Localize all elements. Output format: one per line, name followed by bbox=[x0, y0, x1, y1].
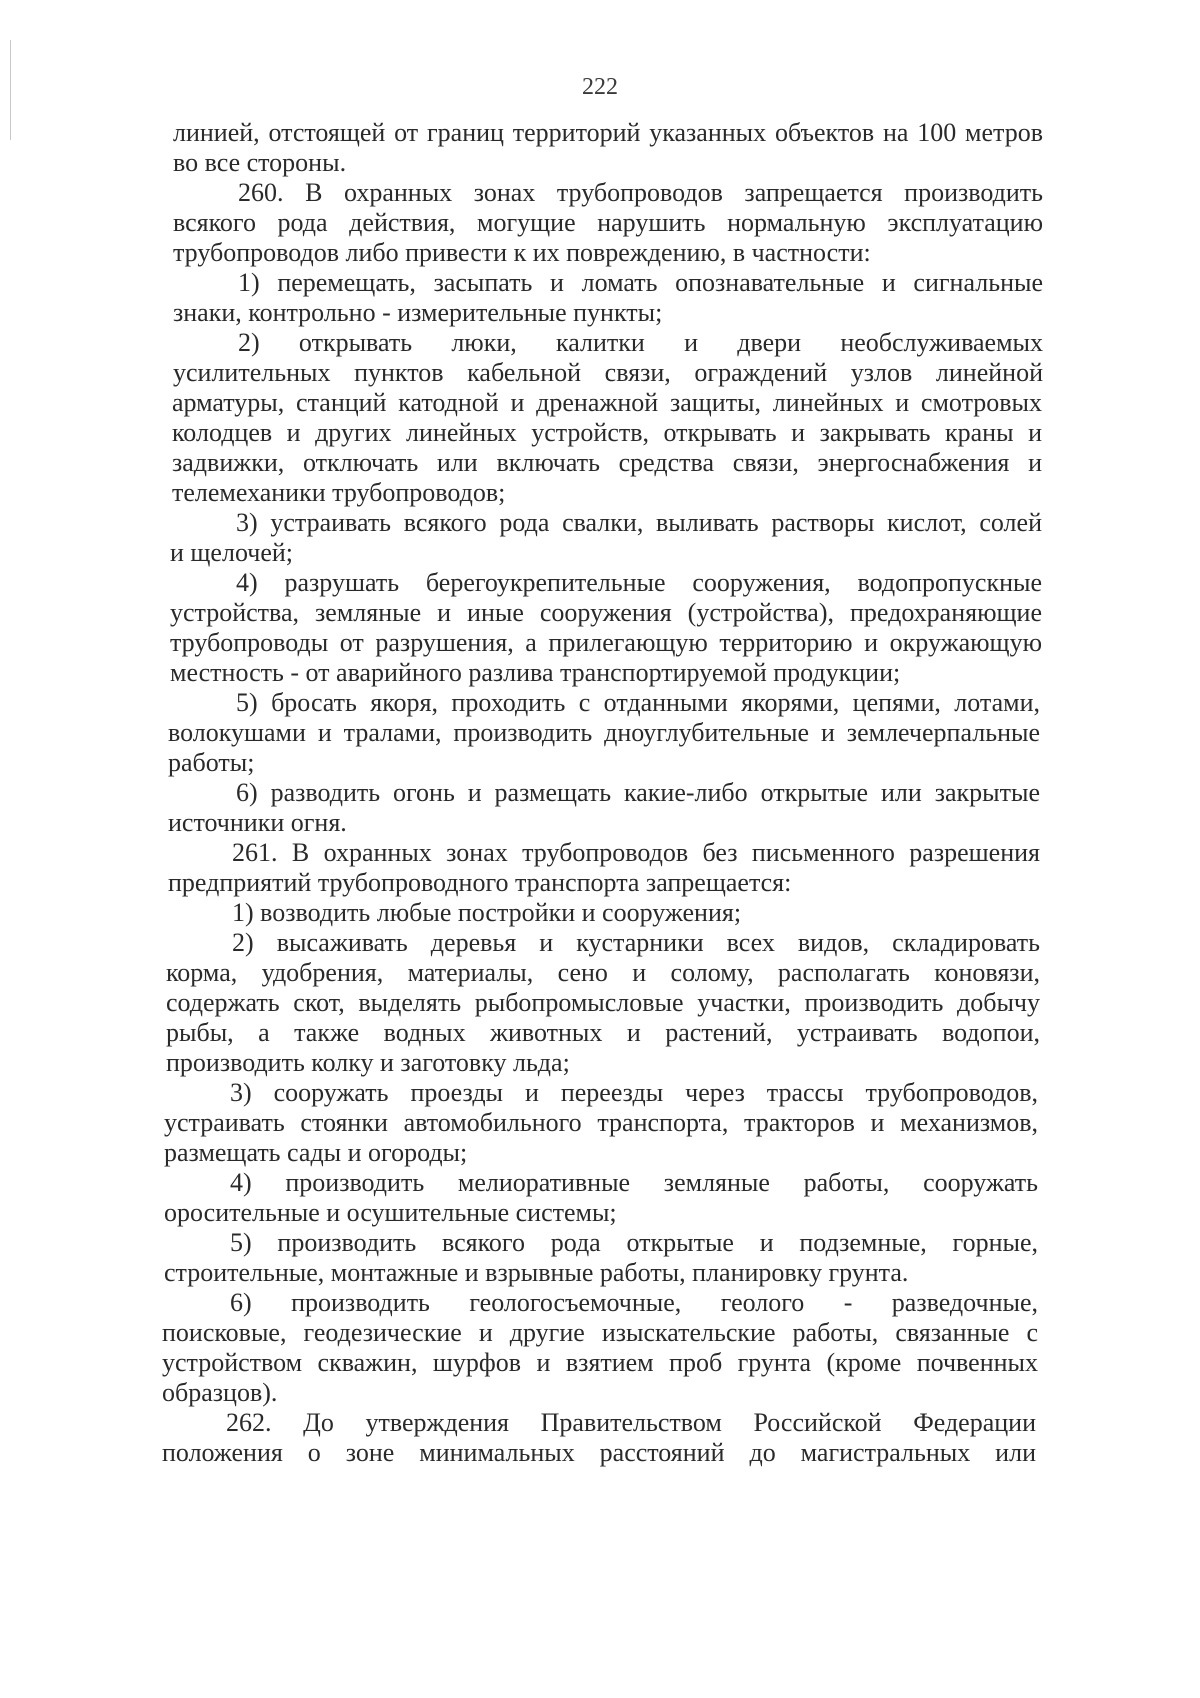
text-line: поисковые, геодезические и другие изыскательские работы, связанные с bbox=[162, 1318, 1038, 1347]
text-line: местность - от аварийного разлива транспортируемой продукции; bbox=[170, 658, 901, 687]
text-line: образцов). bbox=[162, 1378, 278, 1407]
text-line: 4) разрушать берегоукрепительные сооружения, водопропускные bbox=[236, 568, 1042, 597]
text-line: 6) разводить огонь и размещать какие-либо открытые или закрытые bbox=[236, 778, 1040, 807]
text-line: предприятий трубопроводного транспорта запрещается: bbox=[168, 868, 792, 897]
text-line: задвижки, отключать или включать средства связи, энергоснабжения и bbox=[172, 448, 1042, 477]
text-line: колодцев и других линейных устройств, открывать и закрывать краны и bbox=[172, 418, 1042, 447]
text-line: и щелочей; bbox=[170, 538, 294, 567]
text-line: всякого рода действия, могущие нарушить нормальную эксплуатацию bbox=[173, 208, 1043, 237]
text-line: 260. В охранных зонах трубопроводов запрещается производить bbox=[238, 178, 1043, 207]
text-line: работы; bbox=[168, 748, 255, 777]
text-line: трубопроводы от разрушения, а прилегающую территорию и окружающую bbox=[170, 628, 1042, 657]
text-line: устраивать стоянки автомобильного транспорта, тракторов и механизмов, bbox=[164, 1108, 1038, 1137]
text-line: устройства, земляные и иные сооружения (устройства), предохраняющие bbox=[170, 598, 1042, 627]
text-line: 5) производить всякого рода открытые и подземные, горные, bbox=[230, 1228, 1038, 1257]
text-line: 6) производить геологосъемочные, геолого - разведочные, bbox=[230, 1288, 1038, 1317]
text-line: 3) устраивать всякого рода свалки, выливать растворы кислот, солей bbox=[236, 508, 1042, 537]
text-line: 261. В охранных зонах трубопроводов без письменного разрешения bbox=[232, 838, 1040, 867]
page-number: 222 bbox=[582, 74, 618, 100]
text-line: 4) производить мелиоративные земляные работы, сооружать bbox=[230, 1168, 1038, 1197]
text-line: 1) возводить любые постройки и сооружения; bbox=[232, 898, 742, 927]
text-line: усилительных пунктов кабельной связи, ограждений узлов линейной bbox=[173, 358, 1043, 387]
text-line: 1) перемещать, засыпать и ломать опознавательные и сигнальные bbox=[238, 268, 1043, 297]
text-line: производить колку и заготовку льда; bbox=[166, 1048, 570, 1077]
text-line: трубопроводов либо привести к их повреждению, в частности: bbox=[173, 238, 871, 267]
text-line: источники огня. bbox=[168, 808, 347, 837]
text-line: рыбы, а также водных животных и растений, устраивать водопои, bbox=[166, 1018, 1040, 1047]
text-line: телемеханики трубопроводов; bbox=[172, 478, 506, 507]
text-line: 5) бросать якоря, проходить с отданными якорями, цепями, лотами, bbox=[236, 688, 1040, 717]
text-line: 2) высаживать деревья и кустарники всех видов, складировать bbox=[232, 928, 1040, 957]
text-line: строительные, монтажные и взрывные работы, планировку грунта. bbox=[164, 1258, 909, 1287]
text-line: во все стороны. bbox=[173, 148, 347, 177]
text-line: оросительные и осушительные системы; bbox=[164, 1198, 617, 1227]
text-line: 2) открывать люки, калитки и двери необслуживаемых bbox=[238, 328, 1043, 357]
text-line: 262. До утверждения Правительством Российской Федерации bbox=[226, 1408, 1036, 1437]
text-line: содержать скот, выделять рыбопромысловые участки, производить добычу bbox=[166, 988, 1040, 1017]
text-line: корма, удобрения, материалы, сено и солому, располагать коновязи, bbox=[166, 958, 1040, 987]
text-line: размещать сады и огороды; bbox=[164, 1138, 468, 1167]
text-line: арматуры, станций катодной и дренажной защиты, линейных и смотровых bbox=[172, 388, 1042, 417]
text-line: линией, отстоящей от границ территорий указанных объектов на 100 метров bbox=[173, 118, 1043, 147]
text-line: устройством скважин, шурфов и взятием проб грунта (кроме почвенных bbox=[162, 1348, 1038, 1377]
text-line: 3) сооружать проезды и переезды через трассы трубопроводов, bbox=[230, 1078, 1038, 1107]
text-line: знаки, контрольно - измерительные пункты; bbox=[173, 298, 663, 327]
text-line: волокушами и тралами, производить дноуглубительные и землечерпальные bbox=[168, 718, 1040, 747]
text-line: положения о зоне минимальных расстояний до магистральных или bbox=[162, 1438, 1036, 1467]
